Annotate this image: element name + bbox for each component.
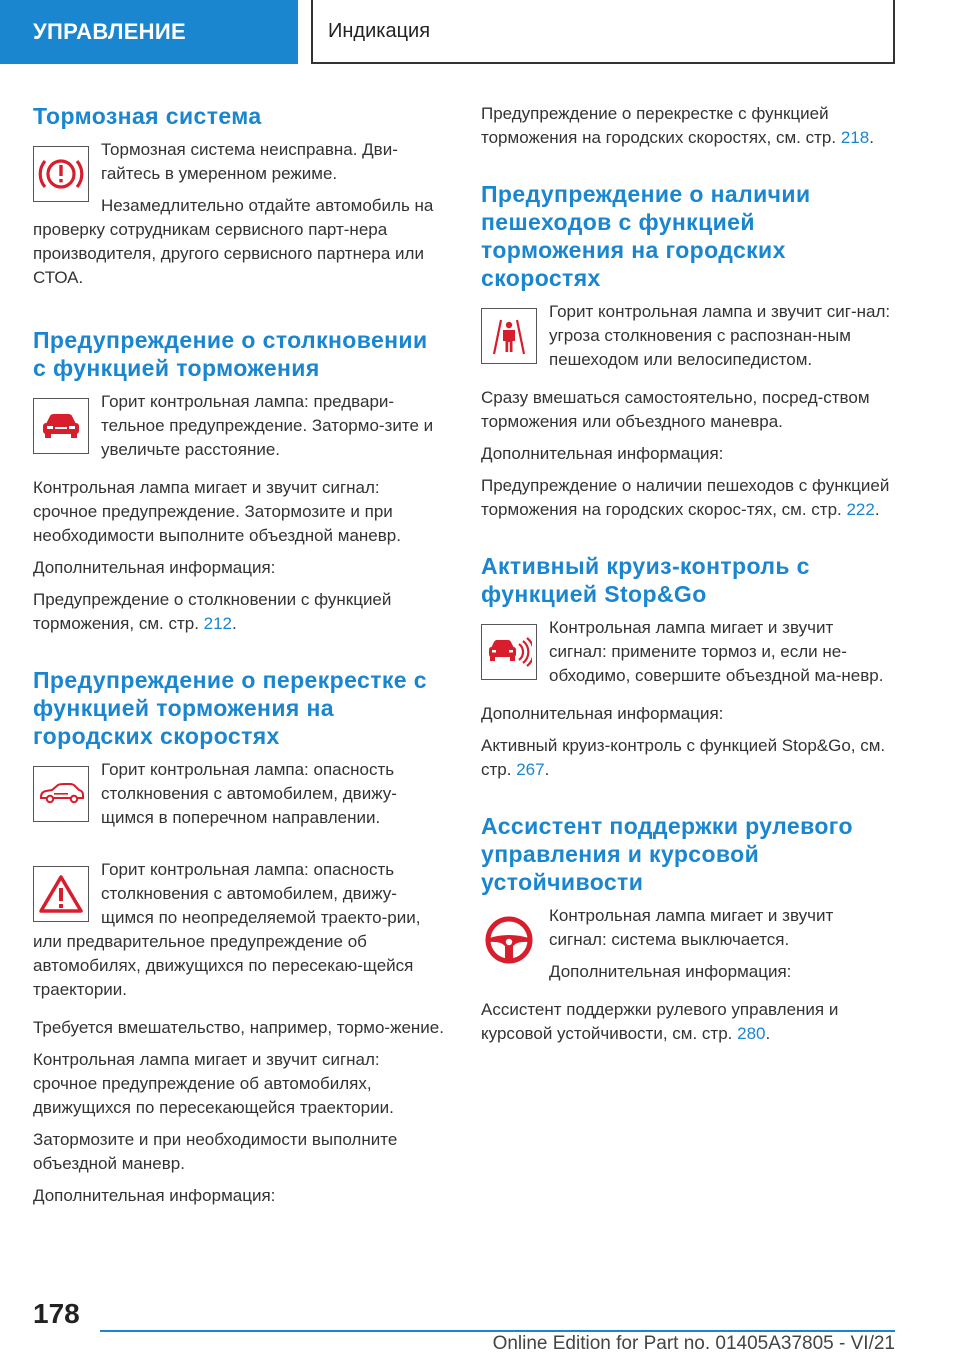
steering-assistant-text-2: Дополнительная информация: [549,962,792,981]
footer-edition: Online Edition for Part no. 01405A37805 - VI/21 [492,1333,895,1354]
collision-warning-text-2: Контрольная лампа мигает и звучит сигнал: срочное предупреждение. Затормозите и при необходимости выполните объездной маневр. [33,478,401,545]
section-tab[interactable] [0,0,298,64]
section-heading-steering-assistant: Ассистент поддержки рулевого управления и курсовой устойчивости [481,813,853,895]
footer-divider [100,1330,895,1332]
crossing-warning-text-6: Дополнительная информация: [33,1186,276,1205]
brake-system-text-1: Тормозная система неисправна. Дви-гайтесь в умеренном режиме. [101,140,398,183]
brake-system-block [33,138,447,298]
pedestrian-warning-text-3: Дополнительная информация: [481,444,724,463]
front-car-warning-icon [33,398,89,454]
cruise-control-text-1: Контрольная лампа мигает и звучит сигнал: примените тормоз и, если не-обходимо, совершите объездной ма-невр. [549,618,884,685]
right-column [481,102,895,1054]
warning-triangle-icon [33,866,89,922]
crossing-warning-block-2 [33,858,447,1010]
crossing-warning-text-2: Горит контрольная лампа: опасность столкновения с автомобилем, движу-щимся по неопределяемой траекто-рии, или предварительное предупреждение об автомобилях, движущихся по пересекаю-щейся траектории. [33,860,421,999]
collision-warning-text-1: Горит контрольная лампа: предвари-тельное предупреждение. Затормо-зите и увеличьте расстояние. [101,392,434,459]
page-link-280[interactable]: 280 [737,1024,766,1043]
pedestrian-warning-text-1: Горит контрольная лампа и звучит сиг-нал: угроза столкновения с распознан-ным пешеходом или велосипедистом. [549,302,891,369]
left-column [33,102,447,1216]
section-heading-crossing-warning: Предупреждение о перекрестке с функцией торможения на городских скоростях [33,667,427,749]
collision-warning-reference: Предупреждение о столкновении с функцией торможения, см. стр. 212. [33,590,392,633]
page-link-267[interactable]: 267 [516,760,545,779]
page-link-218[interactable]: 218 [840,128,870,147]
chapter-tab [311,0,895,64]
cruise-control-car-icon [481,624,537,680]
chapter-title: Индикация [328,19,431,42]
pedestrian-warning-block [481,300,895,380]
steering-assistant-text-1: Контрольная лампа мигает и звучит сигнал: система выключается. [549,906,834,949]
cruise-control-text-2: Дополнительная информация: [481,704,724,723]
steering-assistant-block [481,904,895,992]
crossing-warning-text-5: Затормозите и при необходимости выполните объездной маневр. [33,1130,398,1173]
cruise-control-block [481,616,895,696]
section-heading-active-cruise-control: Активный круиз-контроль с функцией Stop&Go [481,553,810,607]
crossing-warning-block [33,758,447,838]
section-title: УПРАВЛЕНИЕ [33,19,186,44]
pedestrian-warning-text-2: Сразу вмешаться самостоятельно, посред-ством торможения или объездного маневра. [481,388,870,431]
collision-warning-block [33,390,447,470]
page-link-222[interactable]: 222 [846,500,875,519]
collision-warning-text-3: Дополнительная информация: [33,558,276,577]
steering-wheel-icon [481,912,537,968]
section-heading-brake-system: Тормозная система [33,103,262,129]
steering-assistant-reference: Ассистент поддержки рулевого управления и курсовой устойчивости, см. стр. 280. [481,1000,839,1043]
brake-warning-icon [33,146,89,202]
pedestrian-warning-reference: Предупреждение о наличии пешеходов с функцией торможения на городских скорос-тях, см. стр. 222. [481,476,890,519]
side-car-warning-icon [33,766,89,822]
page-link-212[interactable]: 212 [203,614,233,633]
page-number: 178 [33,1298,80,1329]
section-heading-collision-warning: Предупреждение о столкновении с функцией торможения [33,327,428,381]
cruise-control-reference: Активный круиз-контроль с функцией Stop&Go, см. стр. 267. [481,736,886,779]
pedestrian-warning-icon [481,308,537,364]
crossing-warning-reference: Предупреждение о перекрестке с функцией торможения на городских скоростях, см. стр. 218. [481,104,874,147]
brake-system-text-2: Незамедлительно отдайте автомобиль на проверку сотрудникам сервисного парт-нера производителя, другого сервисного партнера или СТОА. [33,196,434,287]
crossing-warning-text-1: Горит контрольная лампа: опасность столкновения с автомобилем, движу-щимся в поперечном направлении. [101,760,397,827]
section-heading-pedestrian-warning: Предупреждение о наличии пешеходов с функцией торможения на городских скоростях [481,181,811,291]
crossing-warning-text-4: Контрольная лампа мигает и звучит сигнал: срочное предупреждение об автомобилях, движущихся по пересекающейся траектории. [33,1050,394,1117]
crossing-warning-text-3: Требуется вмешательство, например, тормо-жение. [33,1018,444,1037]
